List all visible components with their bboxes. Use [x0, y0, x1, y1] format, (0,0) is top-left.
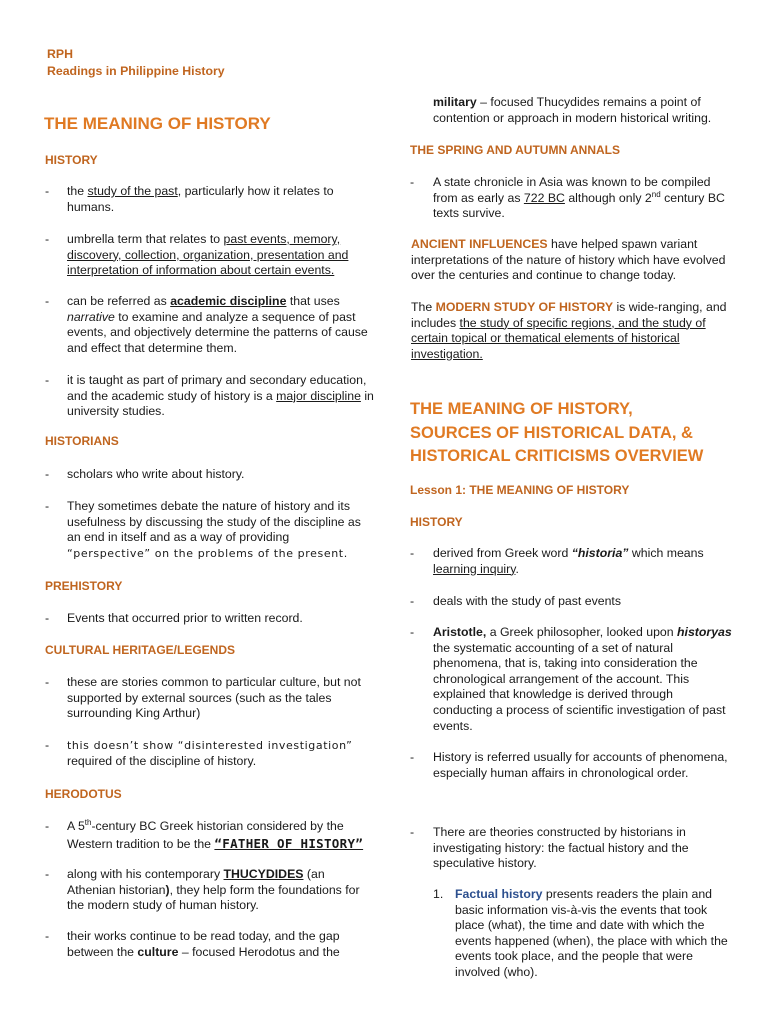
section-heading-history-2: HISTORY: [410, 515, 463, 529]
list-item: - They sometimes debate the nature of history and its usefulness by discussing the study of the discipline as an end in itself and as a way of providing “perspective” on the problems of the present.: [45, 499, 361, 560]
list-item: - Events that occurred prior to written record.: [45, 611, 303, 625]
list-item: - it is taught as part of primary and secondary education, and the academic study of history is a major discipline in university studies.: [45, 373, 374, 419]
list-item: - A 5th-century BC Greek historian considered by the Western tradition to be the “FATHER OF HISTORY”: [45, 817, 364, 851]
section-heading-history: HISTORY: [45, 153, 98, 167]
list-item: - the study of the past, particularly how it relates to humans.: [45, 184, 334, 214]
paragraph-modern-study: The MODERN STUDY OF HISTORY is wide-ranging, and includes the study of specific regions, and the study of certain topical or thematical elements of historical investigation.: [411, 300, 727, 361]
list-item: - scholars who write about history.: [45, 467, 245, 481]
page-title: THE MEANING OF HISTORY: [44, 114, 271, 133]
list-item: - derived from Greek word “historia” which means learning inquiry.: [410, 546, 704, 576]
list-item: - umbrella term that relates to past events, memory, discovery, collection, organization, presentation and interpretation of information about certain events.: [45, 232, 349, 278]
lesson-heading: Lesson 1: THE MEANING OF HISTORY: [410, 483, 630, 497]
continued-text: military – focused Thucydides remains a point of contention or approach in modern historical writing.: [433, 95, 712, 125]
section-heading-historians: HISTORIANS: [45, 434, 119, 448]
paragraph-ancient-influences: ANCIENT INFLUENCES have helped spawn variant interpretations of the nature of history which have evolved over the centuries and continue to change today.: [411, 237, 726, 283]
list-item: - their works continue to be read today, and the gap between the culture – focused Herodotus and the: [45, 929, 340, 959]
list-item: - can be referred as academic discipline that uses narrative to examine and analyze a sequence of past events, and objectively determine the patterns of cause and effect that determine them.: [45, 294, 368, 355]
section-heading-spring-autumn: THE SPRING AND AUTUMN ANNALS: [410, 143, 620, 157]
list-item: - A state chronicle in Asia was known to be compiled from as early as 722 BC although only 2nd century BC texts survive.: [410, 175, 725, 221]
list-item: - History is referred usually for accounts of phenomena, especially human affairs in chronological order.: [410, 750, 728, 780]
section-heading-cultural: CULTURAL HERITAGE/LEGENDS: [45, 643, 236, 657]
list-item: - along with his contemporary THUCYDIDES (an Athenian historian), they help form the foundations for the modern study of human history.: [45, 867, 360, 913]
section-heading-prehistory: PREHISTORY: [45, 579, 123, 593]
list-item: - There are theories constructed by historians in investigating history: the factual history and the speculative history.: [410, 825, 689, 871]
list-item: - this doesn’t show “disinterested investigation” required of the discipline of history.: [45, 738, 353, 768]
list-item: - deals with the study of past events: [410, 594, 621, 608]
course-name: Readings in Philippine History: [47, 64, 225, 78]
overview-title: THE MEANING OF HISTORY, SOURCES OF HISTORICAL DATA, & HISTORICAL CRITICISMS OVERVIEW: [410, 400, 704, 465]
course-code: RPH: [47, 47, 73, 61]
section-heading-herodotus: HERODOTUS: [45, 787, 122, 801]
list-item: - Aristotle, a Greek philosopher, looked upon historyas the systematic accounting of a set of natural phenomena, that is, taking into consideration the chronological arrangement of the account. This explained that knowledge is derived through conducting a process of scientific investigation of past events.: [410, 625, 732, 733]
numbered-item: 1. Factual history presents readers the plain and basic information vis-à-vis the events that took place (what), the time and date with which the events happened (when), the place with which the events took place, and the people that were involved (who).: [433, 887, 728, 979]
list-item: - these are stories common to particular culture, but not supported by external sources (such as the tales surrounding King Arthur): [45, 675, 361, 721]
